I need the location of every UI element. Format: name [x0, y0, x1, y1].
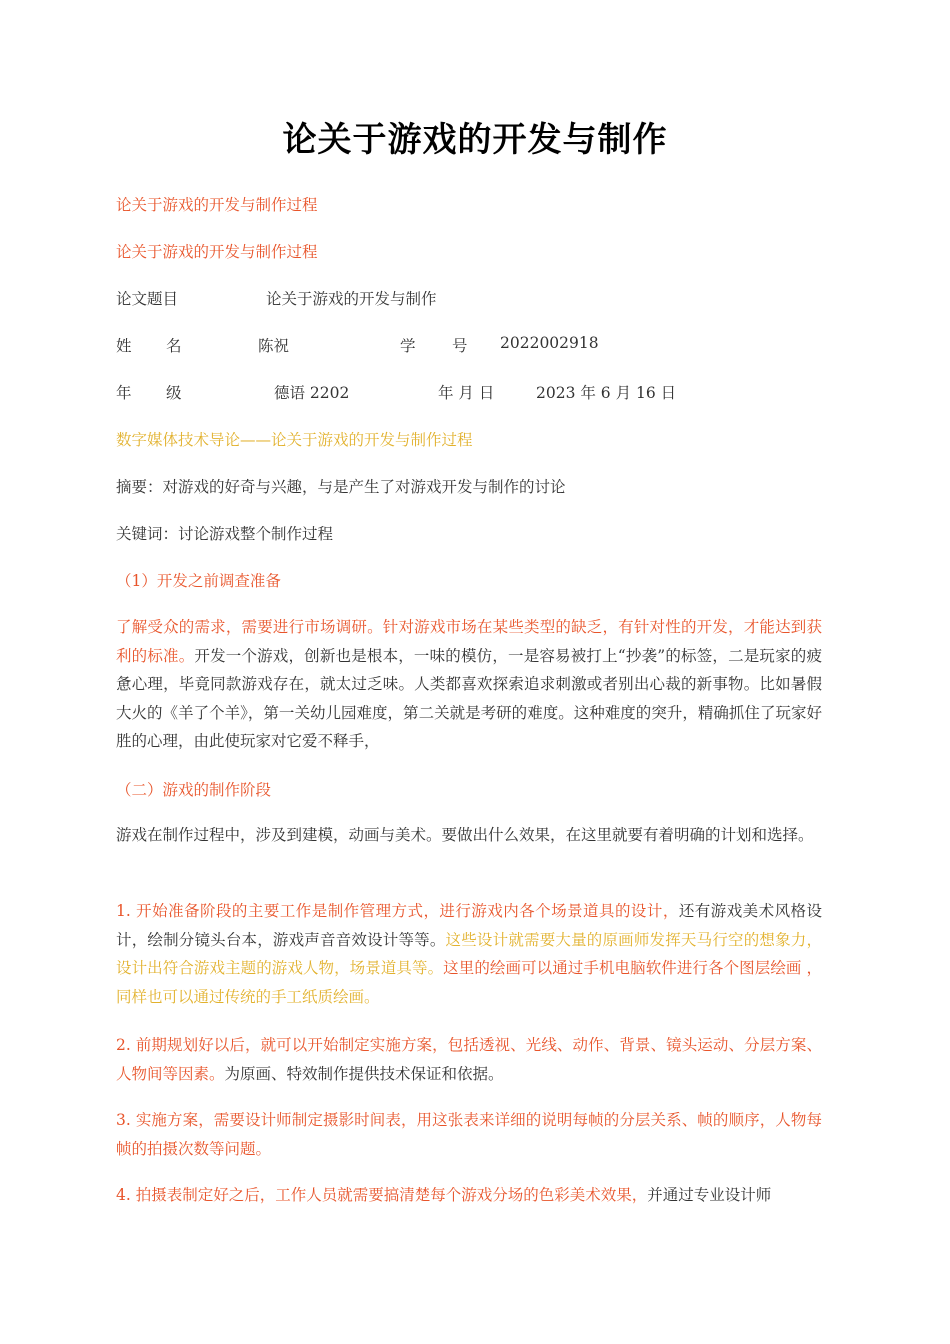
date-label: 年 月 日 — [438, 384, 495, 402]
abstract: 摘要：对游戏的好奇与兴趣，与是产生了对游戏开发与制作的讨论 — [116, 478, 566, 496]
item-3-highlight: 3. 实施方案，需要设计师制定摄影时间表，用这张表来详细的说明每帧的分层关系、帧的顺序，人物每帧的拍摄次数等问题。 — [116, 1111, 822, 1158]
grade-label-b: 级 — [166, 384, 182, 402]
item-2-paragraph — [116, 1031, 822, 1088]
name-value: 陈祝 — [258, 337, 290, 355]
item-1-highlight-2: 这里的绘画可以通过手机电脑软件进行各个图层绘画 ， — [443, 959, 822, 977]
item-4-paragraph — [116, 1181, 822, 1210]
id-value: 2022002918 — [500, 334, 599, 352]
section2-heading: （二）游戏的制作阶段 — [116, 781, 272, 799]
name-label-a: 姓 — [116, 337, 132, 355]
item-4-highlight: 4. 拍摄表制定好之后，工作人员就需要搞清楚每个游戏分场的色彩美术效果， — [116, 1186, 648, 1204]
name-row — [116, 334, 822, 356]
section1-paragraph — [116, 613, 822, 756]
id-label-a: 学 — [400, 337, 416, 355]
id-label-b: 号 — [452, 337, 468, 355]
section1-para-body: 开发一个游戏，创新也是根本，一味的模仿，一是容易被打上“抄袭”的标签，二是玩家的疲惫心理，毕竟同款游戏存在，就太过乏味。人类都喜欢探索追求刺激或者别出心裁的新事物。比如暑假大火的《羊了个羊》，第一关幼儿园难度，第二关就是考研的难度。这种难度的突升，精确抓住了玩家好胜的心理，由此使玩家对它爱不释手， — [116, 646, 822, 750]
thesis-row — [116, 287, 822, 309]
section1-heading: （1）开发之前调查准备 — [116, 572, 281, 590]
subtitle-2: 论关于游戏的开发与制作过程 — [116, 243, 318, 261]
thesis-value: 论关于游戏的开发与制作 — [266, 290, 437, 308]
date-value: 2023 年 6 月 16 日 — [536, 384, 677, 402]
item-1-yellow: 这些设计就需要大量的原画师发挥天马行空的想象力，设计出符合游戏主题的游戏人物，场景道具等。 — [116, 930, 822, 977]
item-1-body: 还有游戏美术风格设计，绘制分镜头台本，游戏声音音效设计等等。 — [116, 902, 822, 949]
section1-para-highlight: 了解受众的需求，需要进行市场调研。针对游戏市场在某些类型的缺乏，有针对性的开发，才能达到获利的标准。 — [116, 618, 822, 665]
item-2-body: 为原画、特效制作提供技术保证和依据。 — [224, 1064, 504, 1083]
item-1-paragraph — [116, 897, 822, 1011]
item-1-yellow-2: 同样也可以通过传统的手工纸质绘画。 — [116, 987, 380, 1006]
course-line: 数字媒体技术导论——论关于游戏的开发与制作过程 — [116, 431, 473, 449]
item-1-highlight: 1. 开始准备阶段的主要工作是制作管理方式，进行游戏内各个场景道具的设计， — [116, 902, 679, 920]
grade-row — [116, 381, 822, 403]
keywords: 关键词：讨论游戏整个制作过程 — [116, 525, 334, 543]
section2-intro: 游戏在制作过程中，涉及到建模，动画与美术。要做出什么效果，在这里就要有着明确的计划和选择。 — [116, 826, 814, 844]
grade-value: 德语 2202 — [274, 384, 350, 402]
item-3-paragraph — [116, 1106, 822, 1163]
name-label-b: 名 — [166, 337, 182, 355]
item-2-highlight: 2. 前期规划好以后，就可以开始制定实施方案，包括透视、光线、动作、背景、镜头运动、分层方案、人物间等因素。 — [116, 1036, 822, 1083]
grade-label-a: 年 — [116, 384, 132, 402]
item-4-body: 并通过专业设计师 — [647, 1186, 772, 1204]
document-title: 论关于游戏的开发与制作 — [282, 120, 668, 160]
thesis-label: 论文题目 — [116, 290, 179, 308]
subtitle-1: 论关于游戏的开发与制作过程 — [116, 196, 318, 214]
